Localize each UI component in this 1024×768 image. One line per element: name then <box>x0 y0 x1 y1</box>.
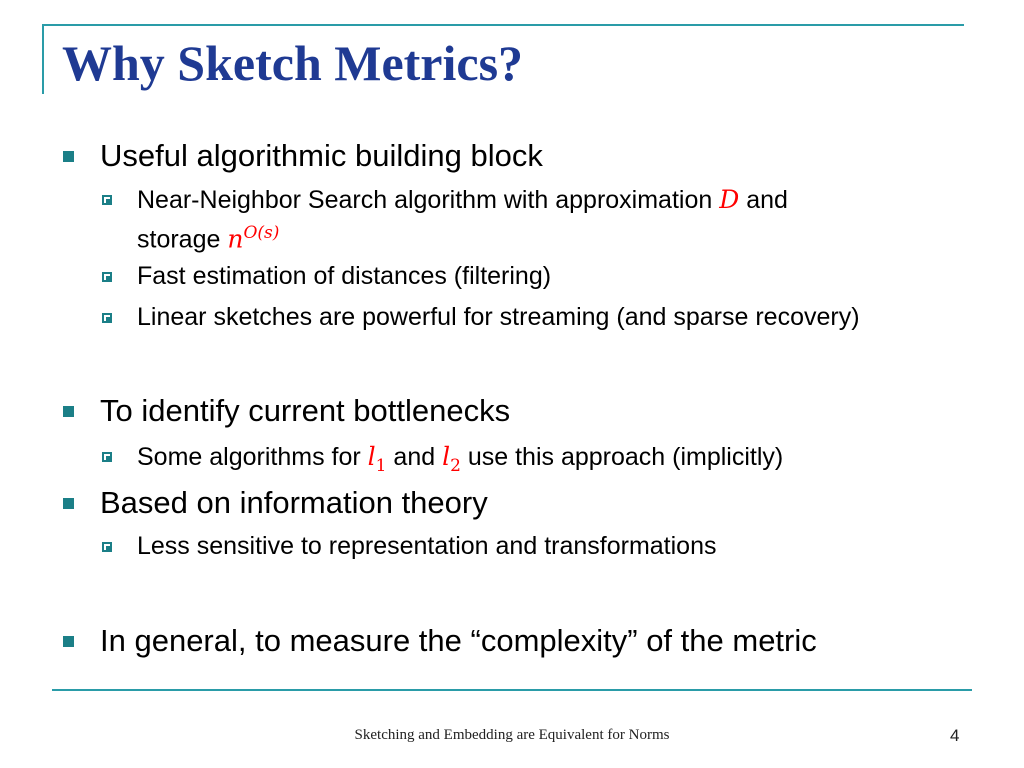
bullet-text: In general, to measure the “complexity” of the metric <box>100 623 817 658</box>
square-bullet-icon <box>63 498 74 509</box>
sub-bullet-text: Fast estimation of distances (filtering) <box>137 262 552 290</box>
hollow-square-bullet-icon <box>102 195 112 205</box>
sub-bullet-item <box>137 440 957 483</box>
sub-bullet-item <box>137 260 957 293</box>
footer-divider <box>52 689 972 691</box>
frame-left-line <box>42 24 44 94</box>
sub-bullet-text: Some algorithms for <box>137 443 368 471</box>
sub-bullet-item <box>137 183 957 256</box>
hollow-square-bullet-icon <box>102 272 112 282</box>
math-symbol: D <box>719 185 740 214</box>
sub-bullet-text: and <box>739 186 788 214</box>
math-symbol: l <box>442 442 451 471</box>
math-symbol: l <box>367 442 376 471</box>
square-bullet-icon <box>63 636 74 647</box>
frame-top-line <box>42 24 964 26</box>
math-subscript: 2 <box>450 456 461 476</box>
sub-bullet-item <box>137 530 957 563</box>
page-number: 4 <box>950 726 960 745</box>
hollow-square-bullet-icon <box>102 542 112 552</box>
bullet-text: Based on information theory <box>100 485 488 520</box>
math-subscript: 1 <box>375 456 387 476</box>
bullet-item <box>100 485 488 521</box>
bullet-text: Useful algorithmic building block <box>100 138 543 173</box>
bullet-item <box>100 393 510 429</box>
sub-bullet-text: Linear sketches are powerful for streaming (and sparse recovery) <box>137 303 860 331</box>
sub-bullet-text: storage <box>137 225 228 254</box>
slide-title: Why Sketch Metrics? <box>62 35 524 91</box>
sub-bullet-text: and <box>386 443 443 471</box>
bullet-item <box>100 138 543 174</box>
square-bullet-icon <box>63 406 74 417</box>
sub-bullet-text: Near-Neighbor Search algorithm with approximation <box>137 186 720 214</box>
footer-title: Sketching and Embedding are Equivalent for Norms <box>354 727 670 743</box>
hollow-square-bullet-icon <box>102 313 112 323</box>
sub-bullet-item <box>137 301 957 334</box>
sub-bullet-text: use this approach (implicitly) <box>460 443 784 471</box>
bullet-item <box>100 623 817 659</box>
sub-bullet-text: Less sensitive to representation and transformations <box>137 532 717 560</box>
math-symbol: n <box>227 224 244 254</box>
math-exponent: O(s) <box>243 223 280 243</box>
square-bullet-icon <box>63 151 74 162</box>
bullet-text: To identify current bottlenecks <box>100 393 511 428</box>
hollow-square-bullet-icon <box>102 452 112 462</box>
